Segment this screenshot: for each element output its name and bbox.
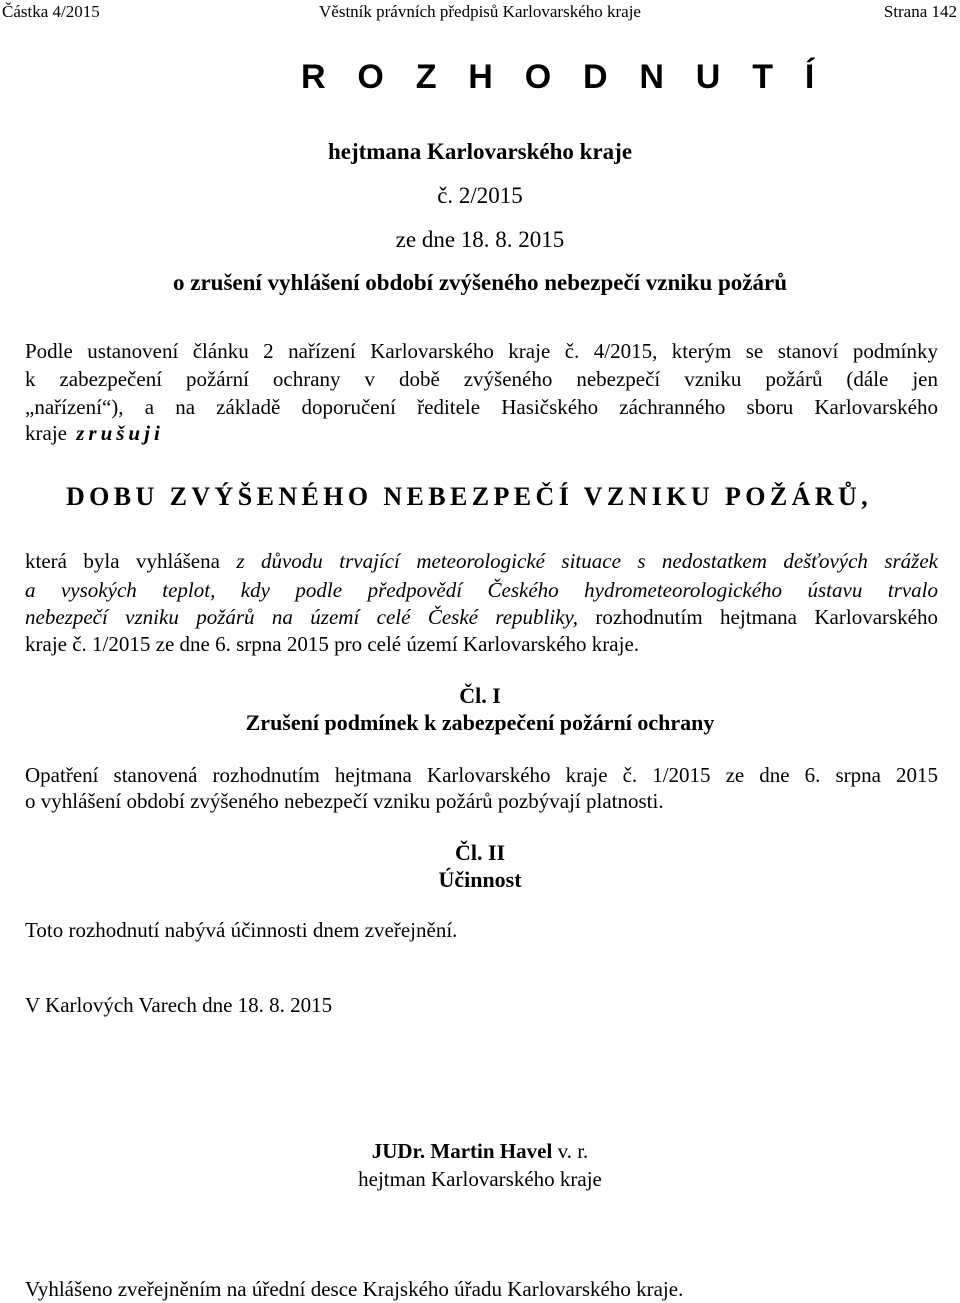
article-1-heading: Zrušení podmínek k zabezpečení požární ochrany <box>245 710 715 735</box>
document-title: R O Z H O D N U T Í <box>301 58 826 96</box>
signatory-suffix: v. r. <box>552 1139 589 1163</box>
signatory-name-bold: JUDr. Martin Havel <box>371 1139 553 1163</box>
article-1-line-2: o vyhlášení období zvýšeného nebezpečí vzniku požárů pozbývají platnosti. <box>25 789 664 813</box>
issuer-line: hejtmana Karlovarského kraje <box>327 139 633 164</box>
intro-line-2: k zabezpečení požární ochrany v době zvýšeného nebezpečí vzniku požárů (dále jen <box>25 367 938 391</box>
place-date: V Karlových Varech dne 18. 8. 2015 <box>25 993 333 1017</box>
intro-line-4-prefix: kraje <box>25 421 67 445</box>
header-journal: Věstník právních předpisů Karlovarského kraje <box>319 2 641 21</box>
body-line-1-normal: která byla vyhlášena <box>25 549 237 573</box>
headline-period: DOBU ZVÝŠENÉHO NEBEZPEČÍ VZNIKU POŽÁRŮ, <box>66 482 873 511</box>
header-issue: Částka 4/2015 <box>2 2 100 21</box>
article-2-heading: Účinnost <box>438 867 522 892</box>
body-line-3 <box>25 603 938 631</box>
signatory-name <box>0 1139 960 1164</box>
decision-subject: o zrušení vyhlášení období zvýšeného nebezpečí vzniku požárů <box>172 270 788 295</box>
body-line-1-italic: z důvodu trvající meteorologické situace s nedostatkem dešťových srážek <box>236 549 939 573</box>
intro-line-3: „nařízení“), a na základě doporučení ředitele Hasičského záchranného sboru Karlovarského <box>25 395 938 419</box>
body-line-4: kraje č. 1/2015 ze dne 6. srpna 2015 pro celé území Karlovarského kraje. <box>25 632 640 656</box>
intro-line-1: Podle ustanovení článku 2 nařízení Karlovarského kraje č. 4/2015, kterým se stanoví podmínky <box>25 339 938 363</box>
body-line-3-normal: rozhodnutím hejtmana Karlovarského <box>577 605 938 629</box>
header-page: Strana 142 <box>883 2 957 21</box>
body-line-3-italic: nebezpečí vzniku požárů na území celé České republiky, <box>25 605 578 629</box>
article-2-number: Čl. II <box>454 840 506 865</box>
body-line-1 <box>25 547 938 575</box>
decision-date: ze dne 18. 8. 2015 <box>395 227 565 252</box>
signatory-role: hejtman Karlovarského kraje <box>358 1167 602 1191</box>
article-2-text: Toto rozhodnutí nabývá účinnosti dnem zveřejnění. <box>25 918 458 942</box>
zrusuji-verb: zrušuji <box>76 421 164 445</box>
intro-line-4 <box>25 421 164 446</box>
publication-note: Vyhlášeno zveřejněním na úřední desce Krajského úřadu Karlovarského kraje. <box>25 1277 684 1301</box>
article-1-number: Čl. I <box>459 683 501 708</box>
body-line-2: a vysokých teplot, kdy podle předpovědí Českého hydrometeorologického ústavu trvalo <box>25 578 938 602</box>
article-1-line-1: Opatření stanovená rozhodnutím hejtmana Karlovarského kraje č. 1/2015 ze dne 6. srpna 2015 <box>25 763 938 787</box>
decision-number: č. 2/2015 <box>437 183 523 208</box>
